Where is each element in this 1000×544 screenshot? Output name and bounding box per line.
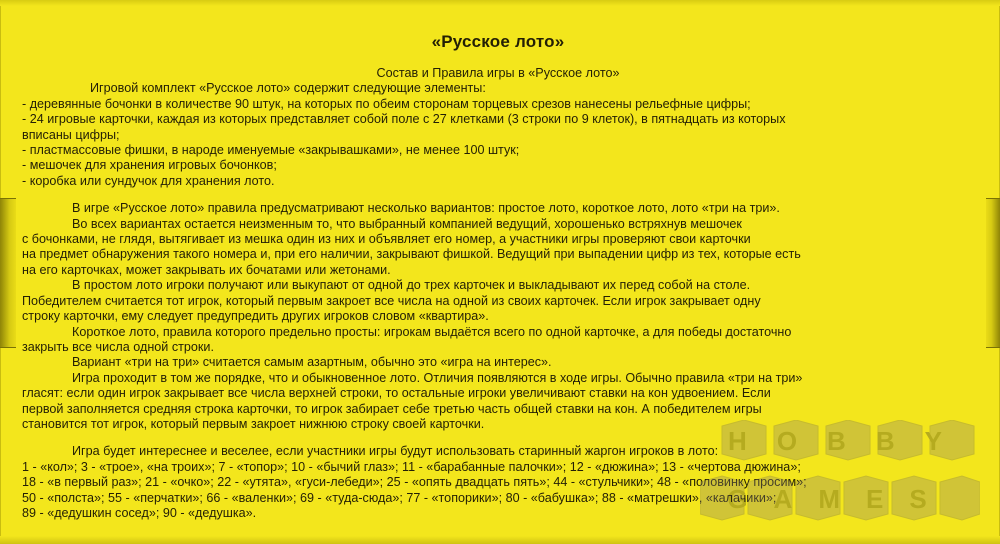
rules-section: [22, 201, 974, 432]
page-title: «Русское лото»: [431, 32, 565, 51]
rules-paragraph: В игре «Русское лото» правила предусматривают несколько вариантов: простое лото, короткое лото, лото «три на три».: [72, 201, 780, 216]
rules-line: становится тот игрок, который первым закроет нижнюю строку своей карточки.: [22, 416, 485, 431]
component-item: - коробка или сундучок для хранения лото.: [22, 173, 275, 188]
svg-text:GAMES: GAMES: [727, 484, 953, 514]
jargon-intro: Игра будет интереснее и веселее, если участники игры будут использовать старинный жаргон игроков в лото:: [72, 444, 719, 459]
rules-line: с бочонками, не глядя, вытягивает из мешка один из них и объявляет его номер, а участники игры проверяют свои карточки: [22, 232, 751, 247]
svg-text:HOBBY: HOBBY: [728, 426, 972, 456]
components-section: [22, 81, 974, 189]
component-item: - пластмассовые фишки, в народе именуемые «закрывашками», не менее 100 штук;: [22, 143, 520, 158]
rules-line: Победителем считается тот игрок, который первым закроет все числа на одной из своих карточек. Если игрок закрывает одну: [22, 293, 761, 308]
rules-paragraph: Во всех вариантах остается неизменным то, что выбранный компанией ведущий, хорошенько встряхнув мешочек: [72, 216, 742, 231]
components-intro: Игровой комплект «Русское лото» содержит следующие элементы:: [90, 81, 486, 96]
rules-paragraph: Игра проходит в том же порядке, что и обыкновенное лото. Отличия появляются в ходе игры. Обычно правила «три на три»: [72, 370, 803, 385]
component-item: - деревянные бочонки в количестве 90 штук, на которых по обеим сторонам торцевых срезов нанесены рельефные цифры;: [22, 96, 751, 111]
component-item: вписаны цифры;: [22, 127, 120, 142]
rules-line: на его карточках, может закрывать их бочатами или жетонами.: [22, 262, 391, 277]
component-item: - 24 игровые карточки, каждая из которых представляет собой поле с 27 клетками (3 строки по 9 клеток), в пятнадцать из которых: [22, 112, 786, 127]
box-right-flap: [986, 198, 1000, 348]
rules-paragraph: Короткое лото, правила которого предельно просты: игрокам выдаётся всего по одной карточке, а для победы достаточно: [72, 324, 792, 339]
box-top-edge: [0, 0, 1000, 6]
jargon-section: [22, 444, 974, 521]
jargon-line: 50 - «полста»; 55 - «перчатки»; 66 - «валенки»; 69 - «туда-сюда»; 77 - «топорики»; 80 - «бабушка»; 88 - «матрешки», «калачики»;: [22, 490, 777, 505]
rules-line: закрыть все числа одной строки.: [22, 339, 214, 354]
jargon-line: 89 - «дедушкин сосед»; 90 - «дедушка».: [22, 505, 257, 520]
jargon-line: 18 - «в первый раз»; 21 - «очко»; 22 - «утята», «гуси-лебеди»; 25 - «опять двадцать пять»; 44 - «стульчики»; 48 - «половинку просим»;: [22, 475, 807, 490]
rules-line: на предмет обнаружения такого номера и, при его наличии, закрывают фишкой. Ведущий при выпадении цифр из тех, которые есть: [22, 247, 801, 262]
component-item: - мешочек для хранения игровых бочонков;: [22, 158, 277, 173]
box-bottom-edge: [0, 536, 1000, 544]
jargon-line: 1 - «кол»; 3 - «трое», «на троих»; 7 - «топор»; 10 - «бычий глаз»; 11 - «барабанные палочки»; 12 - «дюжина»; 13 - «чертова дюжина»;: [22, 459, 801, 474]
rules-line: первой заполняется средняя строка карточки, то игрок забирает себе третью часть общей ставки на кон. А победителем игры: [22, 401, 762, 416]
rules-line: гласят: если один игрок закрывает все числа верхней строки, то остальные игроки увеличивают ставки на кон удвоением. Если: [22, 386, 771, 401]
rules-paragraph: В простом лото игроки получают или выкупают от одной до трех карточек и выкладывают их перед собой на столе.: [72, 278, 751, 293]
box-left-flap: [0, 198, 16, 348]
rules-text: [22, 32, 974, 521]
rules-line: строку карточки, ему следует предупредить других игроков словом «квартира».: [22, 309, 489, 324]
rules-paragraph: Вариант «три на три» считается самым азартным, обычно это «игра на интерес».: [72, 355, 552, 370]
rules-subtitle: Состав и Правила игры в «Русское лото»: [376, 66, 620, 80]
